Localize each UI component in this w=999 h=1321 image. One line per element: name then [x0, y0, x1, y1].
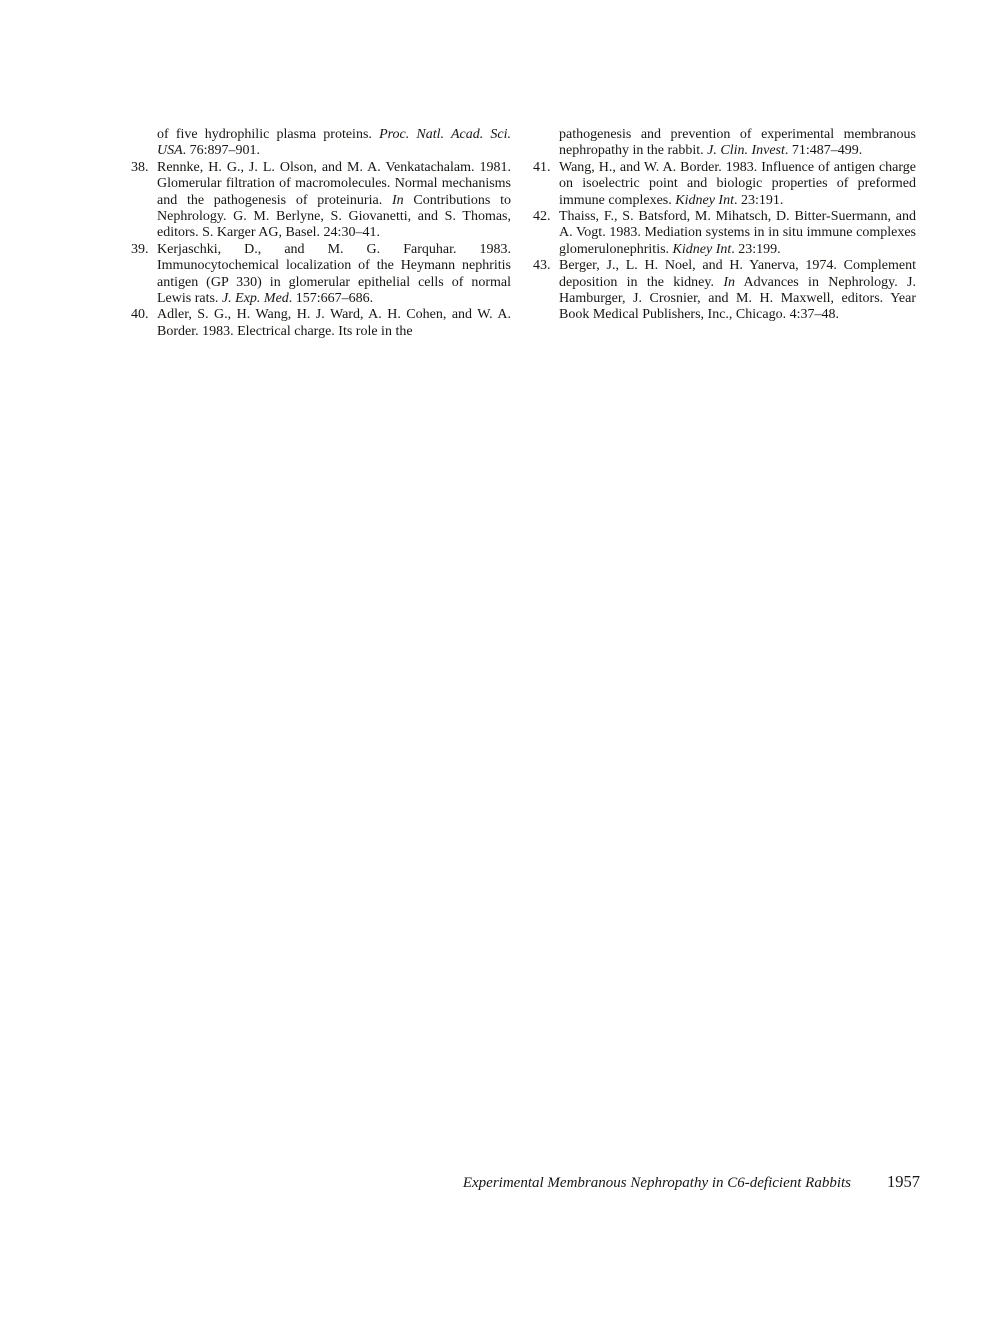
references-right-column — [533, 127, 916, 324]
reference-entry — [131, 160, 511, 242]
reference-segment-italic: In — [391, 192, 404, 208]
reference-entry — [533, 160, 916, 209]
running-title: Experimental Membranous Nephropathy in C6-deficient Rabbits — [462, 1175, 851, 1191]
reference-segment: Kerjaschki, D., and M. G. Farquhar. 1983. Immunocytochemical localization of the Heymann nephritis antigen (GP 330) in glomerular epithelial cells of normal Lewis rats. — [157, 241, 511, 307]
reference-number: 41. — [533, 159, 551, 175]
reference-segment: . 23:199. — [731, 241, 781, 257]
reference-segment-italic: In — [723, 274, 735, 290]
reference-segment: Adler, S. G., H. Wang, H. J. Ward, A. H. Cohen, and W. A. Border. 1983. Electrical charge. Its role in the — [157, 307, 511, 339]
reference-segment-italic: Proc. Natl. Acad. Sci. USA — [157, 127, 511, 159]
reference-segment: Berger, J., L. H. Noel, and H. Yanerva, 1974. Complement deposition in the kidney. — [559, 258, 916, 290]
reference-segment-italic: J. Clin. Invest — [707, 143, 785, 159]
page-footer — [131, 1172, 920, 1192]
reference-number: 39. — [131, 241, 149, 257]
reference-segment: pathogenesis and prevention of experimental membranous nephropathy in the rabbit. — [559, 127, 916, 159]
reference-entry — [533, 209, 916, 258]
reference-continuation — [131, 127, 511, 160]
reference-segment: . 23:191. — [733, 192, 784, 208]
reference-number: 42. — [533, 209, 551, 225]
reference-continuation — [533, 127, 916, 160]
reference-segment-italic: J. Exp. Med — [221, 291, 289, 307]
reference-number: 40. — [131, 307, 149, 323]
reference-segment-italic: Kidney Int — [675, 192, 734, 208]
reference-entry — [131, 242, 511, 308]
reference-segment: Advances in Nephrology. J. Hamburger, J. Crosnier, and M. H. Maxwell, editors. Year Book Medical Publishers, Inc., Chicago. 4:37–48. — [559, 274, 916, 323]
reference-segment: . 71:487–499. — [784, 143, 863, 159]
reference-segment: Thaiss, F., S. Batsford, M. Mihatsch, D. Bitter-Suermann, and A. Vogt. 1983. Mediation systems in in situ immune complexes glomerulonephritis. — [559, 209, 916, 257]
reference-number: 38. — [131, 159, 149, 175]
reference-segment-italic: Kidney Int — [672, 241, 732, 257]
reference-segment: of five hydrophilic plasma proteins. — [157, 127, 380, 142]
reference-segment: . 157:667–686. — [288, 291, 374, 307]
page-number: 1957 — [887, 1172, 920, 1191]
reference-segment: . 76:897–901. — [182, 143, 261, 159]
reference-segment: Contributions to Nephrology. G. M. Berlyne, S. Giovanetti, and S. Thomas, editors. S. Karger AG, Basel. 24:30–41. — [157, 192, 511, 241]
reference-entry — [131, 307, 511, 340]
reference-segment: Wang, H., and W. A. Border. 1983. Influence of antigen charge on isoelectric point and biologic properties of preformed immune complexes. — [559, 159, 916, 208]
reference-number: 43. — [533, 258, 551, 274]
reference-entry — [533, 258, 916, 324]
reference-segment: Rennke, H. G., J. L. Olson, and M. A. Venkatachalam. 1981. Glomerular filtration of macromolecules. Normal mechanisms and the pathogenesis of proteinuria. — [157, 159, 511, 208]
references-left-column — [131, 127, 511, 340]
